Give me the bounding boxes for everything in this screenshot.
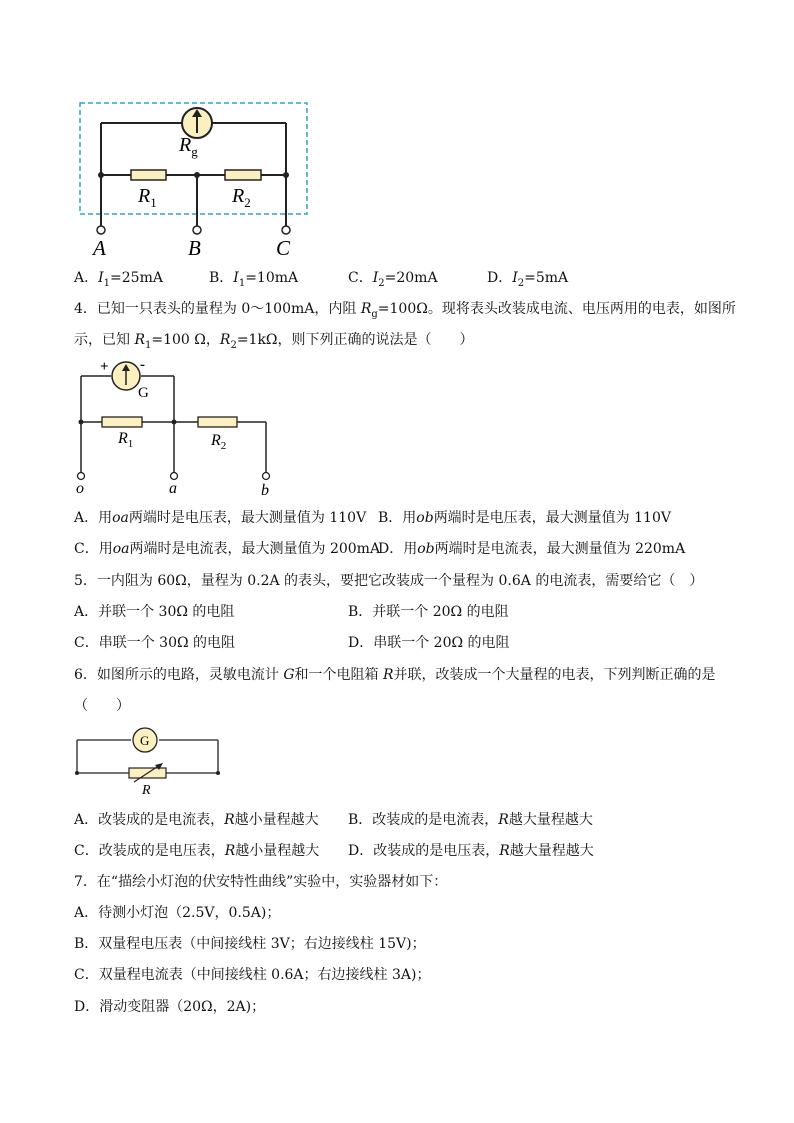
- q7-item-a: A．待测小灯泡（2.5V，0.5A)；: [74, 905, 281, 921]
- q5-option-c: C．串联一个 30Ω 的电阻: [74, 635, 236, 651]
- resistor-r2: [198, 417, 237, 427]
- svg-text:G: G: [138, 385, 149, 401]
- q4-stem-line2: 示，已知 $R_1=100$ Ω，$R_2=1k\Omega$，则下列正确的说法是（ ）: [74, 332, 474, 351]
- q5-option-a: A．并联一个 30Ω 的电阻: [74, 604, 235, 620]
- resistor-r2: [225, 170, 261, 180]
- q6-option-b: B．改装成的是电流表，R越大量程越大: [348, 812, 593, 828]
- q3-option-b: B．$I_1=10mA$: [209, 270, 299, 289]
- resistor-r1: [131, 170, 166, 180]
- svg-text:C: C: [276, 236, 291, 260]
- q6-option-a: A．改装成的是电流表，R越小量程越大: [74, 812, 319, 828]
- q4-option-a: A．用oa两端时是电压表，最大测量值为 110V: [74, 510, 367, 526]
- svg-text:R2: $R_2$: [211, 432, 227, 452]
- svg-text:+: +: [100, 359, 109, 375]
- q6-option-c: C．改装成的是电压表，R越小量程越大: [74, 843, 320, 859]
- resistor-r1: [102, 417, 142, 427]
- q5-stem: 5．一内阻为 60Ω，量程为 0.2A 的表头，要把它改装成一个量程为 0.6A 的电流表，需要给它（ ）: [74, 573, 704, 589]
- q7-item-c: C．双量程电流表（中间接线柱 0.6A；右边接线柱 3A)；: [74, 967, 431, 983]
- circuit-figure-1: [75, 95, 320, 265]
- svg-text:a: a: [169, 480, 177, 497]
- q7-item-b: B．双量程电压表（中间接线柱 3V；右边接线柱 15V)；: [74, 936, 426, 952]
- svg-text:A: A: [93, 236, 106, 260]
- svg-text:R2: $R_2$: [232, 185, 251, 210]
- q5-option-d: D．串联一个 20Ω 的电阻: [348, 635, 510, 651]
- q5-option-b: B．并联一个 20Ω 的电阻: [348, 604, 509, 620]
- svg-text:R1: $R_1$: [138, 185, 157, 210]
- circuit-figure-3: [70, 726, 230, 798]
- q4-option-c: C．用oa两端时是电流表，最大测量值为 200mA: [74, 541, 381, 557]
- svg-text:Rg: $R_g$: [179, 134, 198, 159]
- svg-text:o: o: [76, 480, 84, 497]
- q7-stem: 7．在“描绘小灯泡的伏安特性曲线”实验中，实验器材如下：: [74, 874, 448, 890]
- q6-stem: 6．如图所示的电路，灵敏电流计 G和一个电阻箱 R并联，改装成一个大量程的电表，下列判断正确的是: [74, 667, 716, 683]
- svg-text:G: G: [140, 733, 150, 748]
- q6-stem-cont: （ ）: [74, 698, 130, 714]
- svg-text:-: -: [140, 357, 145, 373]
- svg-text:B: B: [188, 236, 201, 260]
- q4-option-b: B．用ob两端时是电压表，最大测量值为 110V: [378, 510, 671, 526]
- q3-option-d: D．$I_2=5mA$: [487, 270, 569, 289]
- q7-item-d: D．滑动变阻器（20Ω，2A)；: [74, 999, 266, 1015]
- q4-option-d: D．用ob两端时是电流表，最大测量值为 220mA: [378, 541, 686, 557]
- svg-text:R1: $R_1$: [118, 430, 134, 450]
- q3-option-c: C．$I_2=20mA$: [348, 270, 438, 289]
- svg-text:b: b: [261, 482, 269, 499]
- q3-option-a: A．$I_1=25mA$: [74, 270, 163, 289]
- q6-option-d: D．改装成的是电压表，R越大量程越大: [348, 843, 594, 859]
- circuit-figure-2: [70, 355, 285, 500]
- q4-stem-line1: 4．已知一只表头的量程为 0～100mA，内阻 $R_g=100\Omega$。现将表头改装成电流、电压两用的电表，如图所: [74, 301, 736, 320]
- svg-text:R: R: [142, 783, 151, 798]
